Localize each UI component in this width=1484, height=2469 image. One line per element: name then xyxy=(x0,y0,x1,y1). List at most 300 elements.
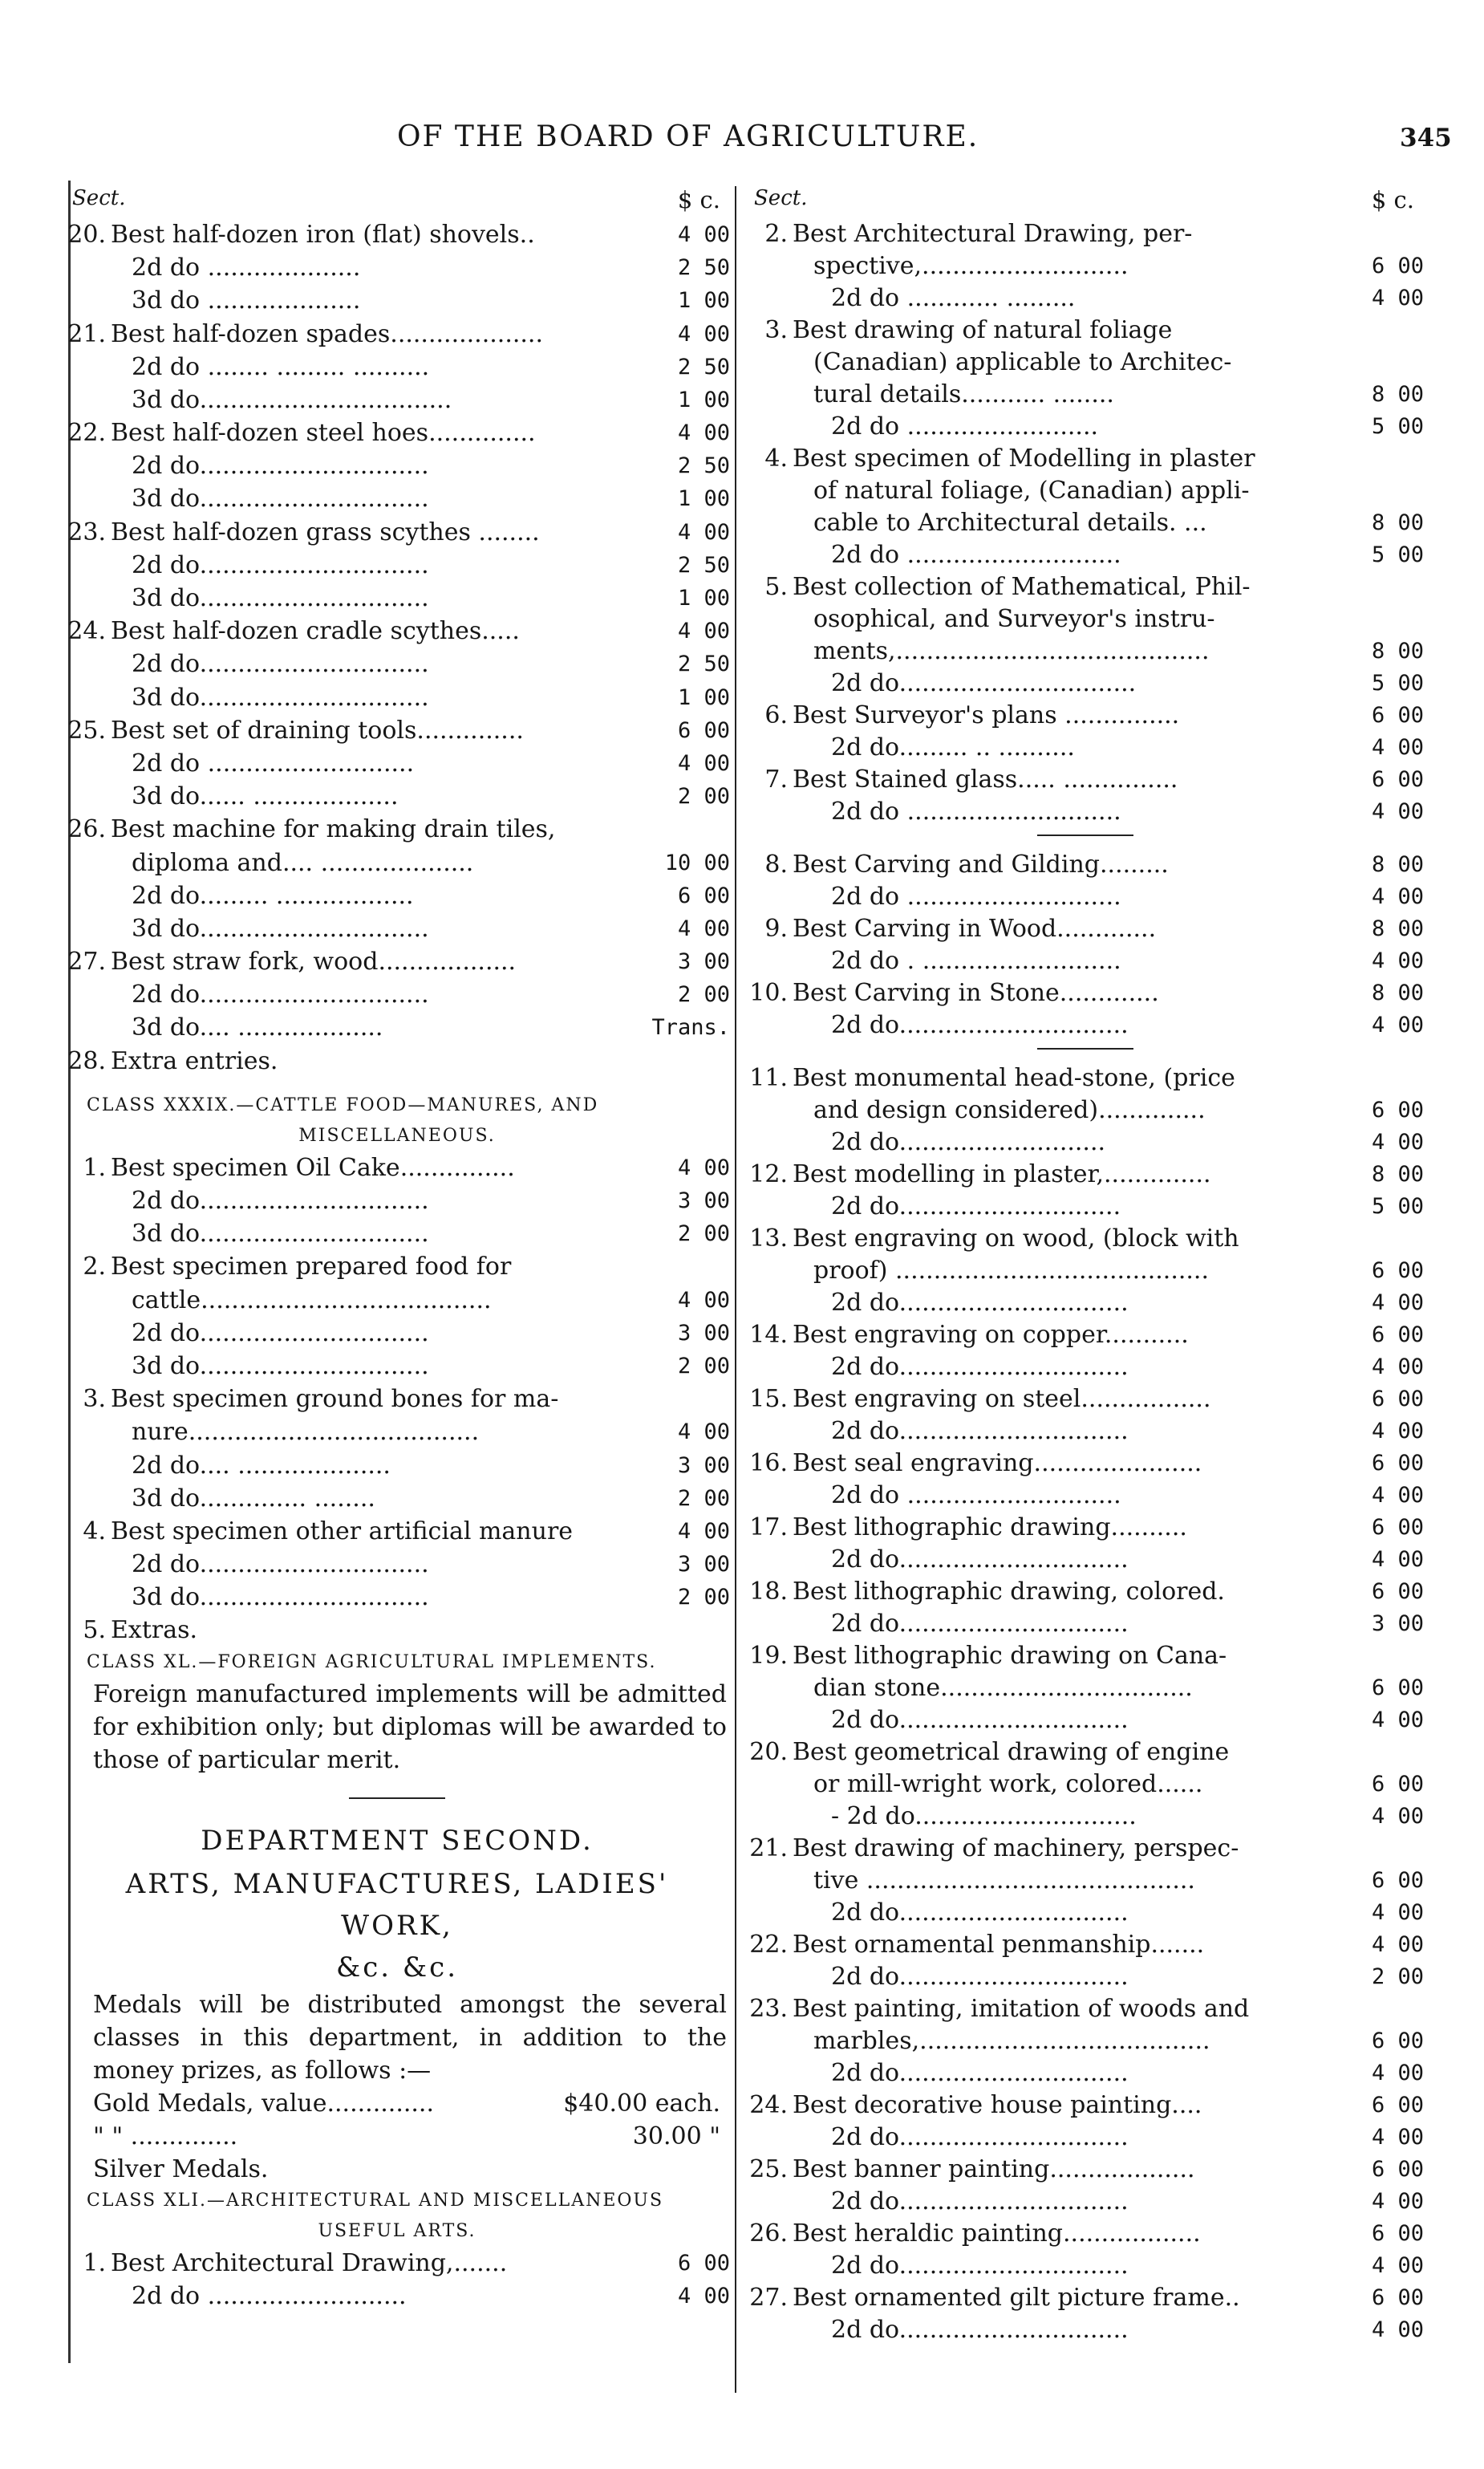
item-prize: 6 00 xyxy=(677,883,730,908)
page-header xyxy=(0,120,1484,159)
list-item xyxy=(746,250,1424,282)
item-prize: 4 00 xyxy=(1371,1419,1424,1444)
list-item xyxy=(746,443,1424,475)
item-prize: 1 00 xyxy=(677,288,730,314)
list-item xyxy=(64,2247,730,2280)
item-number: 1. xyxy=(83,2248,106,2277)
item-description: Best specimen other artificial manure xyxy=(111,1517,574,1545)
list-item xyxy=(64,416,730,449)
list-item xyxy=(746,411,1424,443)
money-label: $ c. xyxy=(677,186,720,213)
list-item xyxy=(64,879,730,912)
list-item xyxy=(746,1736,1424,1769)
item-number: 22. xyxy=(67,419,106,448)
item-prize: 2 00 xyxy=(1371,1964,1424,1989)
item-prize: 2 50 xyxy=(677,354,730,380)
item-prize: 2 50 xyxy=(677,255,730,281)
money-label: $ c. xyxy=(1371,186,1414,213)
item-prize: 2 00 xyxy=(677,1585,730,1610)
list-item xyxy=(746,1544,1424,1576)
item-description: 2d do ............................ xyxy=(831,798,1121,826)
item-description: Best specimen Oil Cake............... xyxy=(111,1153,515,1182)
item-description: cattle...................................... xyxy=(132,1285,492,1314)
list-item xyxy=(746,2282,1424,2314)
item-number: 3. xyxy=(764,316,788,344)
list-item xyxy=(746,732,1424,764)
list-item xyxy=(746,636,1424,668)
item-prize: 4 00 xyxy=(1371,1932,1424,1957)
list-item xyxy=(746,2122,1424,2154)
list-item xyxy=(746,1319,1424,1351)
list-item xyxy=(746,571,1424,603)
item-description: 2d do .......................... xyxy=(132,2281,407,2310)
department-title: DEPARTMENT SECOND. xyxy=(201,1824,594,1857)
item-description: 2d do.............................. xyxy=(132,550,429,579)
list-item xyxy=(746,379,1424,411)
item-description: 2d do ........ ......... .......... xyxy=(132,352,430,381)
item-prize: 6 00 xyxy=(1371,1772,1424,1797)
item-number: 21. xyxy=(749,1834,788,1862)
list-item xyxy=(746,2186,1424,2218)
item-prize: 4 00 xyxy=(1371,286,1424,311)
item-description: 2d do.............................. xyxy=(132,1187,429,1216)
item-prize: 5 00 xyxy=(1371,671,1424,696)
list-item xyxy=(64,1184,730,1217)
item-prize: 3 00 xyxy=(677,1320,730,1346)
item-prize: 4 00 xyxy=(1371,799,1424,824)
item-prize: 6 00 xyxy=(1371,254,1424,278)
list-item xyxy=(746,977,1424,1009)
class-39-list xyxy=(64,1151,730,1647)
list-item xyxy=(746,796,1424,828)
item-prize: 5 00 xyxy=(1371,542,1424,567)
item-prize: 2 00 xyxy=(677,982,730,1008)
list-item xyxy=(64,2280,730,2313)
item-prize: 6 00 xyxy=(1371,2093,1424,2118)
item-description: spective,........................... xyxy=(813,252,1129,280)
item-description: Best machine for making drain tiles, xyxy=(111,815,556,844)
list-item xyxy=(64,351,730,384)
item-description: Best half-dozen cradle scythes..... xyxy=(111,617,520,646)
list-item xyxy=(746,1897,1424,1929)
item-description: tural details........... ........ xyxy=(813,380,1114,408)
item-prize: 1 00 xyxy=(677,486,730,512)
item-description: marbles,...................................... xyxy=(813,2027,1210,2055)
item-description: Best collection of Mathematical, Phil- xyxy=(793,573,1251,601)
item-prize: 3 00 xyxy=(677,1452,730,1478)
item-description: osophical, and Surveyor's instru- xyxy=(813,605,1215,633)
item-description: 3d do.............................. xyxy=(132,584,429,613)
item-number: 23. xyxy=(67,518,106,546)
item-description: 2d do ............................ xyxy=(831,541,1121,569)
item-prize: 5 00 xyxy=(1371,414,1424,439)
item-prize: 4 00 xyxy=(677,619,730,644)
list-item xyxy=(64,1217,730,1250)
item-prize: 8 00 xyxy=(1371,916,1424,941)
item-description: - 2d do............................. xyxy=(831,1802,1137,1830)
list-item xyxy=(746,1159,1424,1191)
list-item xyxy=(746,2218,1424,2250)
list-item xyxy=(746,539,1424,571)
item-prize: 4 00 xyxy=(1371,1900,1424,1925)
item-prize: 4 00 xyxy=(677,1287,730,1313)
second-medal-text: " " .............. xyxy=(93,2122,238,2150)
list-item xyxy=(746,1801,1424,1833)
second-medal-value: 30.00 " xyxy=(632,2122,720,2150)
item-description: Best half-dozen steel hoes.............. xyxy=(111,419,536,448)
item-prize: 4 00 xyxy=(677,2283,730,2309)
list-item xyxy=(746,764,1424,796)
item-description: 2d do......... .. .......... xyxy=(831,733,1075,761)
item-description: 2d do.............................. xyxy=(132,650,429,679)
class-41-heading: CLASS XLI.—ARCHITECTURAL AND MISCELLANEOUS xyxy=(87,2190,664,2211)
item-description: Best Architectural Drawing,....... xyxy=(111,2248,508,2277)
item-description: Best specimen ground bones for ma- xyxy=(111,1385,559,1414)
item-description: diploma and.... .................... xyxy=(132,848,474,877)
item-number: 26. xyxy=(749,2219,788,2248)
item-prize: 6 00 xyxy=(1371,703,1424,728)
item-prize: 6 00 xyxy=(1371,1675,1424,1700)
item-description: Best Stained glass..... ............... xyxy=(793,765,1178,794)
item-description: Extra entries. xyxy=(111,1046,278,1075)
item-number: 13. xyxy=(749,1224,788,1253)
item-prize: 2 50 xyxy=(677,453,730,479)
list-item xyxy=(746,1191,1424,1223)
list-item xyxy=(746,1608,1424,1640)
item-description: Best heraldic painting.................. xyxy=(793,2219,1201,2248)
item-prize: 6 00 xyxy=(1371,1098,1424,1123)
item-number: 11. xyxy=(749,1064,788,1092)
item-description: 2d do.............................. xyxy=(132,1550,429,1579)
item-prize: 3 00 xyxy=(1371,1611,1424,1636)
left-column xyxy=(64,186,730,2401)
item-description: Best lithographic drawing, colored. xyxy=(793,1578,1225,1606)
item-prize: 4 00 xyxy=(677,750,730,776)
list-item xyxy=(64,251,730,284)
item-prize: 6 00 xyxy=(1371,2028,1424,2053)
list-item xyxy=(746,1961,1424,1993)
item-prize: 2 00 xyxy=(677,1221,730,1247)
class-41-list xyxy=(64,2247,730,2313)
item-description: Best specimen of Modelling in plaster xyxy=(793,445,1255,473)
list-item xyxy=(64,780,730,813)
list-item xyxy=(746,1351,1424,1383)
list-item xyxy=(746,1287,1424,1319)
item-prize: 3 00 xyxy=(677,1188,730,1214)
item-description: 2d do.............................. xyxy=(132,452,429,481)
item-description: 2d do.............................. xyxy=(132,1318,429,1347)
gold-medal-text: Gold Medals, value.............. xyxy=(93,2089,434,2118)
item-prize: 6 00 xyxy=(1371,2285,1424,2310)
list-item xyxy=(746,1383,1424,1415)
class-39-subheading: MISCELLANEOUS. xyxy=(298,1125,496,1146)
class-41-subheading: USEFUL ARTS. xyxy=(318,2220,476,2241)
item-description: 2d do.............................. xyxy=(831,1011,1129,1039)
item-prize: 6 00 xyxy=(1371,1322,1424,1347)
list-item xyxy=(746,1993,1424,2025)
item-description: Best drawing of machinery, perspec- xyxy=(793,1834,1239,1862)
item-description: or mill-wright work, colored...... xyxy=(813,1770,1203,1798)
item-prize: 4 00 xyxy=(1371,1547,1424,1572)
list-item xyxy=(64,1284,730,1317)
item-description: Best seal engraving...................... xyxy=(793,1449,1202,1477)
list-item xyxy=(746,881,1424,913)
item-prize: 6 00 xyxy=(677,2250,730,2276)
item-prize: 4 00 xyxy=(677,1518,730,1544)
list-item xyxy=(64,284,730,317)
list-item xyxy=(746,1094,1424,1127)
item-prize: 4 00 xyxy=(1371,1290,1424,1315)
arts-list xyxy=(746,218,1424,2346)
item-prize: 6 00 xyxy=(1371,1579,1424,1604)
item-prize: 4 00 xyxy=(677,519,730,545)
item-number: 25. xyxy=(67,716,106,745)
list-item xyxy=(746,1512,1424,1544)
list-item xyxy=(64,1614,730,1647)
list-item xyxy=(746,2250,1424,2282)
list-item xyxy=(64,1317,730,1350)
item-number: 25. xyxy=(749,2155,788,2183)
list-item xyxy=(746,1640,1424,1672)
item-number: 12. xyxy=(749,1160,788,1188)
item-description: 2d do.............................. xyxy=(831,1898,1129,1927)
list-item xyxy=(64,449,730,482)
item-prize: 4 00 xyxy=(677,1155,730,1180)
item-prize: 4 00 xyxy=(1371,1483,1424,1508)
item-description: nure...................................... xyxy=(132,1418,480,1447)
item-description: Best Architectural Drawing, per- xyxy=(793,220,1193,248)
item-description: Best engraving on steel................. xyxy=(793,1385,1211,1413)
page-number: 345 xyxy=(1400,124,1452,152)
item-description: Extras. xyxy=(111,1616,198,1645)
item-description: 2d do........................... xyxy=(831,1128,1106,1156)
item-number: 8. xyxy=(764,851,788,879)
item-prize: 8 00 xyxy=(1371,1162,1424,1187)
item-prize: 4 00 xyxy=(677,221,730,247)
item-description: Best half-dozen iron (flat) shovels.. xyxy=(111,220,535,249)
running-title: OF THE BOARD OF AGRICULTURE. xyxy=(397,120,979,153)
list-item xyxy=(746,1448,1424,1480)
list-item xyxy=(746,315,1424,347)
item-prize: 4 00 xyxy=(1371,2317,1424,2342)
item-description: 3d do.............................. xyxy=(132,1583,429,1612)
item-number: 20. xyxy=(749,1738,788,1766)
list-item xyxy=(64,1515,730,1548)
item-prize: 6 00 xyxy=(1371,1868,1424,1893)
sect-label: Sect. xyxy=(754,186,808,210)
list-item xyxy=(746,1769,1424,1801)
list-item xyxy=(746,2154,1424,2186)
list-item xyxy=(64,847,730,879)
item-description: Best decorative house painting.... xyxy=(793,2091,1202,2119)
item-description: 2d do.............................. xyxy=(831,1545,1129,1574)
class-40-paragraph: Foreign manufactured implements will be admitted for exhibition only; but diplomas will be awarded to those of particular merit. xyxy=(93,1679,727,1774)
item-prize: 4 00 xyxy=(1371,884,1424,909)
item-description: 2d do . .......................... xyxy=(831,947,1121,975)
left-column-header xyxy=(64,186,730,218)
list-item xyxy=(64,648,730,680)
item-number: 4. xyxy=(764,445,788,473)
item-prize: 4 00 xyxy=(1371,2253,1424,2278)
list-item xyxy=(746,2089,1424,2122)
item-number: 2. xyxy=(764,220,788,248)
item-description: Best Carving and Gilding......... xyxy=(793,851,1169,879)
item-prize: 4 00 xyxy=(1371,2061,1424,2085)
list-item xyxy=(746,1704,1424,1736)
item-description: ments,......................................... xyxy=(813,637,1210,665)
item-number: 6. xyxy=(764,701,788,729)
list-item xyxy=(746,1223,1424,1255)
item-prize: 2 50 xyxy=(677,552,730,578)
item-prize: Trans. xyxy=(651,1015,730,1041)
list-item xyxy=(746,1865,1424,1897)
item-prize: 4 00 xyxy=(677,1419,730,1445)
item-description: of natural foliage, (Canadian) appli- xyxy=(813,477,1250,505)
item-number: 5. xyxy=(83,1616,106,1645)
item-description: 2d do......... .................. xyxy=(132,881,414,910)
item-number: 21. xyxy=(67,319,106,348)
section-rule xyxy=(349,1797,445,1799)
item-prize: 6 00 xyxy=(1371,767,1424,792)
item-description: 3d do.............................. xyxy=(132,1220,429,1249)
item-description: 3d do .................... xyxy=(132,286,361,315)
medals-paragraph: Medals will be distributed amongst the several classes in this department, in addition to the money prizes, as follows :— xyxy=(93,1990,727,2085)
list-item xyxy=(64,1581,730,1614)
item-description: 2d do ............................ xyxy=(831,883,1121,911)
list-item xyxy=(64,681,730,714)
list-item xyxy=(746,1833,1424,1865)
list-item xyxy=(746,1576,1424,1608)
list-item xyxy=(746,913,1424,945)
class-40-heading: CLASS XL.—FOREIGN AGRICULTURAL IMPLEMENTS. xyxy=(87,1651,657,1672)
list-item xyxy=(746,2057,1424,2089)
item-number: 18. xyxy=(749,1578,788,1606)
item-prize: 8 00 xyxy=(1371,852,1424,877)
item-prize: 4 00 xyxy=(677,916,730,941)
item-description: 2d do .................... xyxy=(132,254,361,282)
list-item xyxy=(64,218,730,251)
item-prize: 6 00 xyxy=(1371,1515,1424,1540)
list-item xyxy=(64,1045,730,1078)
implements-list xyxy=(64,218,730,1078)
item-description: 2d do............................... xyxy=(831,669,1137,697)
list-item xyxy=(746,2314,1424,2346)
item-number: 27. xyxy=(67,948,106,977)
list-item xyxy=(746,347,1424,379)
list-item xyxy=(746,1127,1424,1159)
list-item xyxy=(64,516,730,549)
sect-label: Sect. xyxy=(72,186,126,210)
silver-medal-line: Silver Medals. xyxy=(93,2154,269,2183)
item-number: 4. xyxy=(83,1517,106,1545)
list-item xyxy=(746,1672,1424,1704)
item-description: 2d do ............................ xyxy=(831,1481,1121,1509)
item-number: 24. xyxy=(67,617,106,646)
item-description: Best modelling in plaster,.............. xyxy=(793,1160,1211,1188)
column-divider xyxy=(735,186,736,2393)
list-item xyxy=(64,1151,730,1184)
item-description: Best engraving on wood, (block with xyxy=(793,1224,1239,1253)
list-item xyxy=(64,549,730,582)
item-description: Best straw fork, wood.................. xyxy=(111,948,517,977)
class-39-heading: CLASS XXXIX.—CATTLE FOOD—MANURES, AND xyxy=(87,1094,599,1115)
item-description: Best half-dozen grass scythes ........ xyxy=(111,518,540,546)
section-rule xyxy=(1037,835,1133,836)
item-description: 3d do.............................. xyxy=(132,485,429,514)
item-prize: 4 00 xyxy=(1371,2125,1424,2150)
item-prize: 1 00 xyxy=(677,684,730,710)
item-number: 7. xyxy=(764,765,788,794)
item-description: Best painting, imitation of woods and xyxy=(793,1995,1250,2023)
item-description: 2d do.... .................... xyxy=(132,1451,391,1480)
item-prize: 8 00 xyxy=(1371,382,1424,407)
item-prize: 6 00 xyxy=(1371,1258,1424,1283)
item-description: 2d do.............................. xyxy=(831,1417,1129,1445)
item-description: 3d do.... ................... xyxy=(132,1013,383,1042)
item-number: 15. xyxy=(749,1385,788,1413)
item-number: 24. xyxy=(749,2091,788,2119)
list-item xyxy=(746,475,1424,507)
item-description: 2d do ........................... xyxy=(132,749,415,778)
item-prize: 6 00 xyxy=(677,717,730,743)
item-prize: 2 00 xyxy=(677,784,730,810)
item-prize: 10 00 xyxy=(664,850,730,875)
item-prize: 1 00 xyxy=(677,586,730,611)
item-prize: 6 00 xyxy=(1371,1451,1424,1476)
right-column-header xyxy=(746,186,1424,218)
item-description: Best ornamented gilt picture frame.. xyxy=(793,2284,1240,2312)
item-prize: 3 00 xyxy=(677,949,730,975)
item-description: 3d do.............. ........ xyxy=(132,1484,375,1513)
item-description: proof) ......................................... xyxy=(813,1257,1209,1285)
item-prize: 8 00 xyxy=(1371,981,1424,1005)
item-description: tive ........................................... xyxy=(813,1866,1195,1894)
list-item xyxy=(64,945,730,978)
item-number: 22. xyxy=(749,1931,788,1959)
item-number: 16. xyxy=(749,1449,788,1477)
list-item xyxy=(746,1929,1424,1961)
item-number: 5. xyxy=(764,573,788,601)
item-description: Best half-dozen spades.................... xyxy=(111,319,544,348)
item-prize: 4 00 xyxy=(1371,1804,1424,1829)
list-item xyxy=(64,1350,730,1383)
item-number: 1. xyxy=(83,1153,106,1182)
list-item xyxy=(746,507,1424,539)
item-prize: 4 00 xyxy=(1371,1708,1424,1732)
item-description: 2d do.............................. xyxy=(831,2059,1129,2087)
item-description: Best Carving in Wood............. xyxy=(793,915,1157,943)
section-rule xyxy=(1037,1048,1133,1050)
list-item xyxy=(746,2025,1424,2057)
list-item xyxy=(64,1482,730,1515)
list-item xyxy=(746,1415,1424,1448)
item-description: Best drawing of natural foliage xyxy=(793,316,1173,344)
item-description: 2d do.............................. xyxy=(831,1963,1129,1991)
list-item xyxy=(64,1415,730,1448)
item-number: 14. xyxy=(749,1321,788,1349)
item-number: 27. xyxy=(749,2284,788,2312)
item-prize: 4 00 xyxy=(677,420,730,446)
item-prize: 4 00 xyxy=(1371,2189,1424,2214)
list-item xyxy=(64,978,730,1011)
list-item xyxy=(746,849,1424,881)
list-item xyxy=(64,1250,730,1283)
list-item xyxy=(746,1480,1424,1512)
item-description: 3d do.............................. xyxy=(132,683,429,712)
list-item xyxy=(64,714,730,747)
item-prize: 4 00 xyxy=(677,321,730,347)
item-description: 3d do...... ................... xyxy=(132,782,399,811)
